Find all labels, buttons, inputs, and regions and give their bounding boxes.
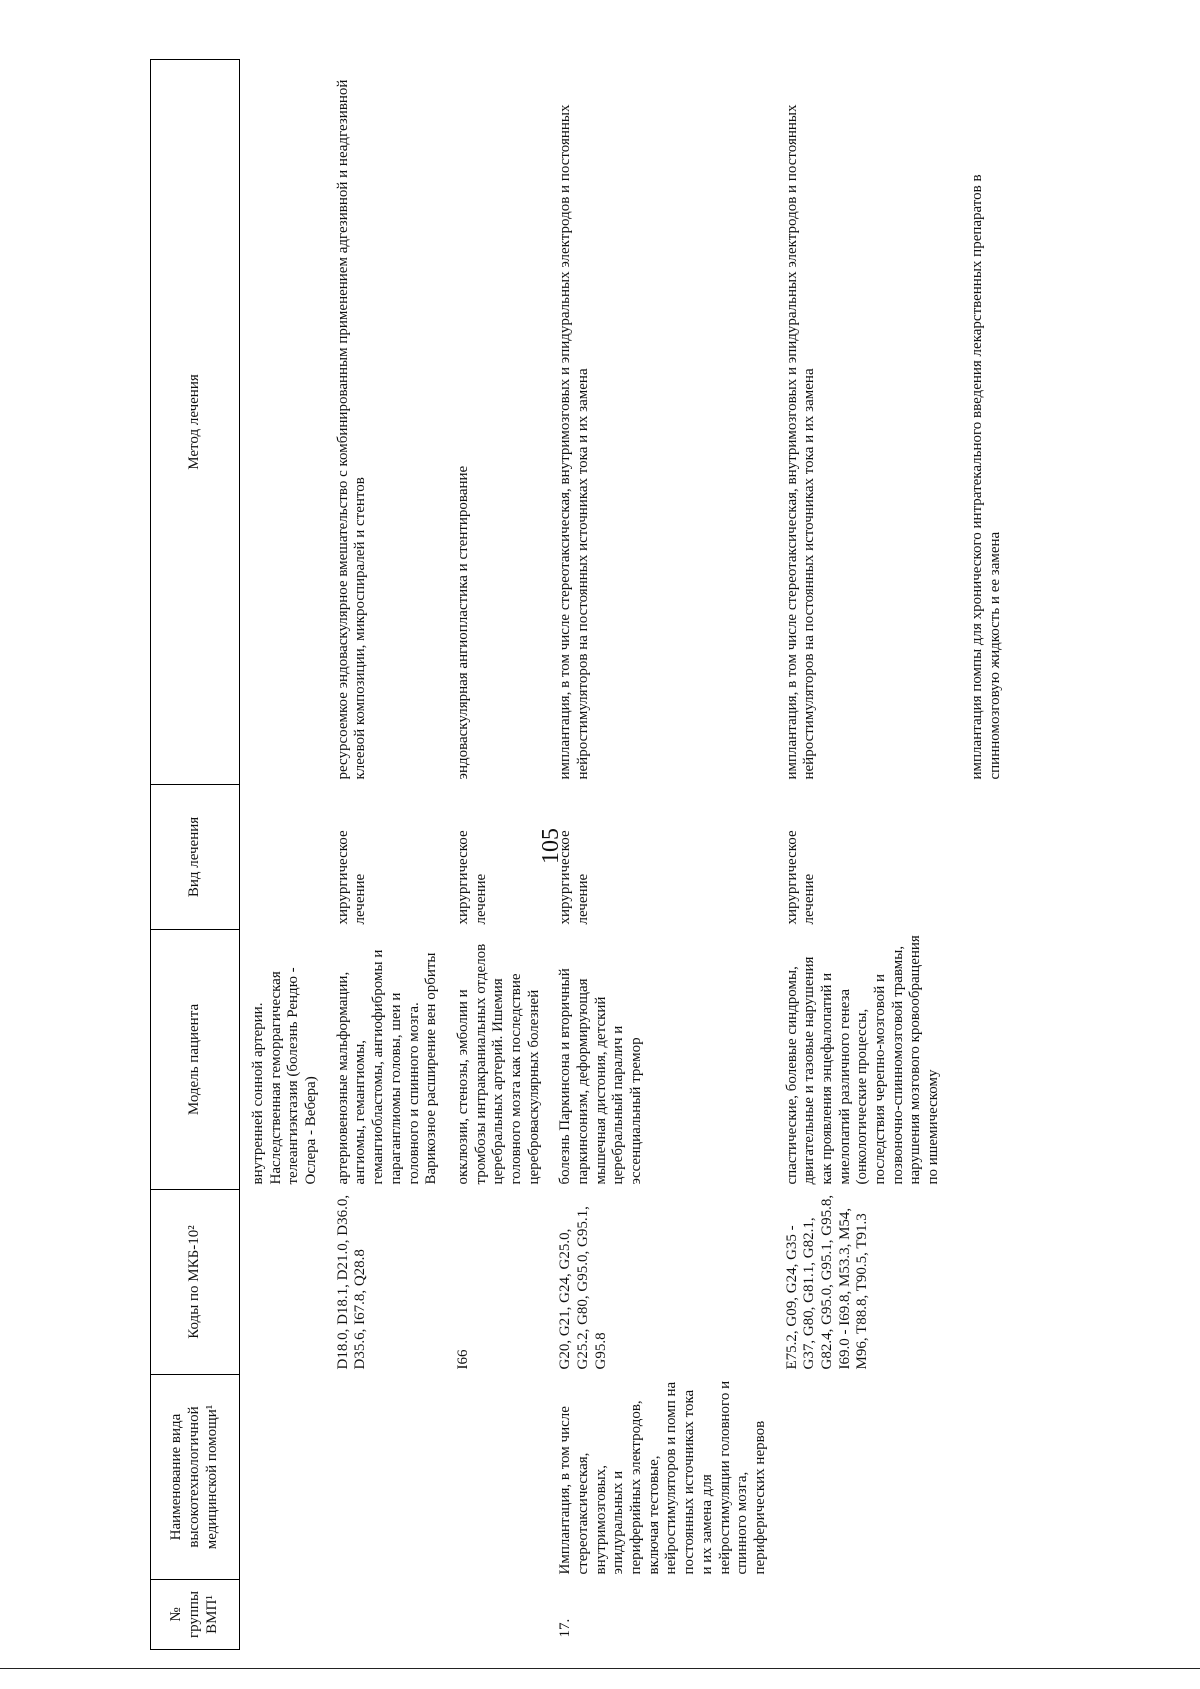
table-row [778,60,1013,1650]
cell-method [551,60,777,785]
cell-group-no [329,1580,449,1650]
cell-method [329,60,449,785]
method-paragraph: имплантация, в том числе стереотаксическая, внутримозговых и эпидуральных электродов и постоянных нейростимуляторов на постоянных источниках тока и их замена [557,104,591,780]
header-model: Модель пациента [151,930,240,1190]
cell-model: спастические, болевые синдромы, двигательные и тазовые нарушения как проявления энцефалопатий и миелопатий различного генеза (онкологические процессы, последствия черепно-мозговой и позвоночно-спинномозговой травмы, нарушения мозгового кровообращения по ишемическому [783,935,942,1185]
method-paragraph: ресурсоемкое эндоваскулярное вмешательство с комбинированным применением адгезивной и неадгезивной клеевой композиции, микроспиралей и стентов [334,79,369,780]
cell-treatment-type: хирургическое лечение [783,830,818,925]
header-name: Наименование вида высокотехнологичной медицинской помощи¹ [151,1375,240,1580]
cell-model: окклюзии, стенозы, эмболии и тромбозы интракраниальных отделов церебральных артерий. Ишемия головного мозга как последствие цереброваскулярных болезней [454,943,542,1185]
cell-codes: D18.0, D18.1, D21.0, D36.0, D35.6, I67.8, Q28.8 [334,1194,369,1370]
cell-name [329,1375,449,1580]
table-row [449,60,551,1650]
bottom-rule [0,1668,1200,1669]
cell-codes: G20, G21, G24, G25.0, G25.2, G80, G95.0, G95.1, G95.8 [557,1206,609,1370]
header-treatment-type: Вид лечения [151,785,240,930]
cell-group-no [778,1580,1013,1650]
rotated-table-sheet [150,60,1070,1650]
cell-name [240,1375,329,1580]
cell-treatment-type: хирургическое лечение [334,830,369,925]
method-paragraph: эндоваскулярная ангиопластика и стентирование [454,465,471,780]
cell-treatment-type: хирургическое лечение [454,830,489,925]
cell-model: внутренней сонной артерии. Наследственная геморрагическая телеангиэктазия (болезнь Рендю - Ослера - Вебера) [250,967,320,1185]
cell-method [778,60,1013,785]
cell-codes: I66 [454,1349,471,1370]
vmp-table [150,59,1012,1650]
method-paragraph: имплантация помпы для хронического интратекального введения лекарственных препаратов в спинномозговую жидкость и ее замена [968,174,1003,780]
table-row [551,60,777,1650]
cell-name [778,1375,1013,1580]
cell-treatment-type: хирургическое лечение [557,830,591,925]
cell-model: артериовенозные мальформации, ангиомы, гемангиомы, гемангиобластомы, ангиофибромы и параганглиомы головы, шеи и головного и спинного мозга. Варикозное расширение вен орбиты [334,949,440,1185]
cell-method [449,60,551,785]
table-header-row [151,60,240,1650]
method-paragraph: имплантация, в том числе стереотаксическая, внутримозговых и эпидуральных электродов и постоянных нейростимуляторов на постоянных источниках тока и их замена [783,104,818,780]
cell-codes: E75.2, G09, G24, G35 - G37, G80, G81.1, G82.1, G82.4, G95.0, G95.1, G95.8, I69.0 - I69.8, M53.3, M54, M96, T88.8, T90.5, T91.3 [783,1194,871,1370]
header-group-no: № группы ВМП¹ [151,1580,240,1650]
cell-group-no [449,1580,551,1650]
cell-treatment-type [240,785,329,930]
table-row [240,60,329,1650]
cell-group-no: 17. [557,1618,574,1638]
cell-name: Имплантация, в том числе стереотаксическая, внутримозговых, эпидуральных и периферийных электродов, включая тестовые, нейростимуляторов и помп на постоянных источниках тока и их замена для нейростимуляции головного и спинного мозга, периферических нервов [557,1380,768,1575]
cell-name [449,1375,551,1580]
table-row [329,60,449,1650]
cell-model: болезнь Паркинсона и вторичный паркинсонизм, деформирующая мышечная дистония, детский церебральный паралич и эссенциальный тремор [557,968,645,1185]
cell-method [240,60,329,785]
cell-group-no [240,1580,329,1650]
page-number: 105 [538,828,564,864]
header-method: Метод лечения [151,60,240,785]
cell-codes [240,1190,329,1375]
header-codes: Коды по МКБ-10² [151,1190,240,1375]
